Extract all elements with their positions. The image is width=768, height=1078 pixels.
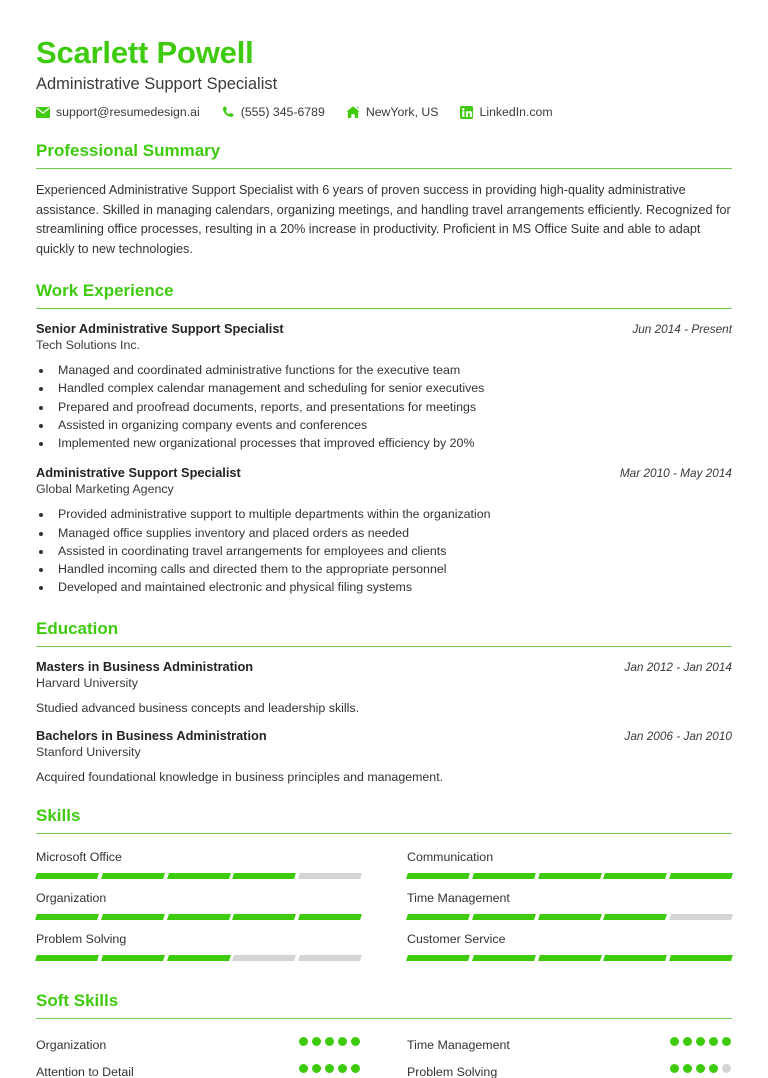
summary-text: Experienced Administrative Support Specialist with 6 years of proven success in providing high-quality administrative assistance. Skilled in managing calendars, organizing meetings, and handling travel arrangements efficiently. Recognized for streamlining office processes, resulting in a 20% increase in productivity. Proficient in MS Office Suite and able to adapt quickly to new technologies. xyxy=(36,183,731,256)
work-entry-list xyxy=(36,321,732,596)
soft-skill-rating xyxy=(670,1037,732,1046)
work-entry-header xyxy=(36,321,732,336)
work-entry xyxy=(36,465,732,596)
education-degree: Masters in Business Administration xyxy=(36,658,254,674)
work-bullet-list xyxy=(53,361,732,452)
soft-skill-dot xyxy=(299,1064,308,1073)
skills-grid xyxy=(36,846,732,969)
education-date-range: Jan 2006 - Jan 2010 xyxy=(624,728,732,743)
skill-bar-segment xyxy=(603,873,667,879)
soft-skill-dot xyxy=(683,1064,692,1073)
soft-skill-label: Problem Solving xyxy=(407,1064,498,1078)
work-bullet: • Assisted in organizing company events and conferences xyxy=(53,416,732,434)
soft-skill-dot xyxy=(683,1037,692,1046)
soft-skill-item xyxy=(36,1031,361,1058)
soft-skill-dot xyxy=(312,1064,321,1073)
education-description: Studied advanced business concepts and leadership skills. xyxy=(36,700,360,715)
skill-bar-segment xyxy=(35,955,99,961)
skill-bar-segment xyxy=(603,914,667,920)
education-school: Harvard University xyxy=(36,675,138,690)
soft-skill-dot xyxy=(722,1064,731,1073)
skill-label: Customer Service xyxy=(407,931,506,946)
work-role: Administrative Support Specialist xyxy=(36,465,241,481)
work-entry-header xyxy=(36,465,732,480)
soft-skill-dot xyxy=(351,1064,360,1073)
contact-text: LinkedIn.com xyxy=(479,105,553,120)
soft-skill-item xyxy=(407,1058,732,1078)
soft-skill-item xyxy=(36,1058,361,1078)
contact-item-envelope[interactable] xyxy=(36,105,200,119)
education-school: Stanford University xyxy=(36,744,141,759)
skill-bar-segment xyxy=(232,955,296,961)
contact-item-phone[interactable] xyxy=(221,105,325,119)
work-date-range: Jun 2014 - Present xyxy=(632,322,732,337)
skill-item xyxy=(407,846,732,887)
work-bullet: • Prepared and proofread documents, reports, and presentations for meetings xyxy=(53,398,732,416)
soft-skill-dot xyxy=(696,1064,705,1073)
skill-label: Organization xyxy=(36,890,107,905)
skill-item xyxy=(407,928,732,969)
soft-skill-dot xyxy=(299,1037,308,1046)
section-work-experience xyxy=(36,281,732,596)
soft-skill-dot xyxy=(709,1064,718,1073)
education-description: Acquired foundational knowledge in business principles and management. xyxy=(36,769,444,784)
skill-bar-segment xyxy=(472,955,536,961)
soft-skill-rating xyxy=(670,1064,732,1073)
education-date-range: Jan 2012 - Jan 2014 xyxy=(624,659,732,674)
candidate-name: Scarlett Powell xyxy=(36,35,254,70)
skill-bar-segment xyxy=(298,914,362,920)
skill-level-bar xyxy=(36,873,361,879)
skill-bar-segment xyxy=(669,914,733,920)
skill-level-bar xyxy=(407,914,732,920)
soft-skill-rating xyxy=(299,1037,361,1046)
education-entry xyxy=(36,728,732,784)
skill-level-bar xyxy=(407,873,732,879)
section-professional-summary xyxy=(36,141,732,259)
skill-label: Communication xyxy=(407,849,494,864)
linkedin-icon xyxy=(460,105,474,119)
education-entry-list xyxy=(36,659,732,784)
section-skills xyxy=(36,806,732,969)
section-heading: Skills xyxy=(36,805,81,825)
skill-bar-segment xyxy=(669,955,733,961)
contact-item-home[interactable] xyxy=(346,105,439,119)
work-bullet: • Implemented new organizational processes that improved efficiency by 20% xyxy=(53,434,732,452)
soft-skill-rating xyxy=(299,1064,361,1073)
section-divider xyxy=(36,646,732,647)
skill-bar-segment xyxy=(298,955,362,961)
skill-bar-segment xyxy=(406,955,470,961)
work-entry xyxy=(36,321,732,452)
skill-bar-segment xyxy=(406,873,470,879)
contact-text: NewYork, US xyxy=(365,105,439,120)
soft-skill-dot xyxy=(325,1037,334,1046)
skill-bar-segment xyxy=(538,873,602,879)
soft-skill-dot xyxy=(325,1064,334,1073)
contact-text: (555) 345-6789 xyxy=(240,105,325,120)
skill-bar-segment xyxy=(538,914,602,920)
skill-label: Time Management xyxy=(407,890,510,905)
skill-bar-segment xyxy=(167,955,231,961)
work-bullet: • Managed and coordinated administrative functions for the executive team xyxy=(53,361,732,379)
education-entry-header xyxy=(36,728,732,743)
skill-bar-segment xyxy=(35,873,99,879)
section-education xyxy=(36,619,732,784)
section-heading: Professional Summary xyxy=(36,141,221,161)
section-heading: Soft Skills xyxy=(36,990,119,1010)
work-company: Tech Solutions Inc. xyxy=(36,338,141,353)
work-bullet-list xyxy=(53,505,732,596)
work-date-range: Mar 2010 - May 2014 xyxy=(619,466,732,481)
envelope-icon xyxy=(36,105,50,119)
skill-bar-segment xyxy=(472,914,536,920)
candidate-job-title: Administrative Support Specialist xyxy=(36,75,278,94)
resume-header xyxy=(36,36,732,119)
skill-label: Microsoft Office xyxy=(36,849,122,864)
work-bullet: • Handled complex calendar management and scheduling for senior executives xyxy=(53,379,732,397)
skill-bar-segment xyxy=(167,914,231,920)
work-role: Senior Administrative Support Specialist xyxy=(36,321,284,337)
section-divider xyxy=(36,308,732,309)
section-divider xyxy=(36,1018,732,1019)
skill-bar-segment xyxy=(298,873,362,879)
skill-bar-segment xyxy=(538,955,602,961)
skill-bar-segment xyxy=(232,914,296,920)
skill-bar-segment xyxy=(167,873,231,879)
skill-level-bar xyxy=(407,955,732,961)
skill-bar-segment xyxy=(101,873,165,879)
work-bullet: • Handled incoming calls and directed them to the appropriate personnel xyxy=(53,560,732,578)
soft-skill-dot xyxy=(696,1037,705,1046)
skill-bar-segment xyxy=(35,914,99,920)
soft-skill-dot xyxy=(312,1037,321,1046)
contact-text: support@resumedesign.ai xyxy=(56,105,200,120)
soft-skill-dot xyxy=(338,1064,347,1073)
skill-level-bar xyxy=(36,914,361,920)
skill-bar-segment xyxy=(101,955,165,961)
work-bullet: • Developed and maintained electronic and physical filing systems xyxy=(53,578,732,596)
work-bullet: • Assisted in coordinating travel arrangements for employees and clients xyxy=(53,542,732,560)
section-heading: Education xyxy=(36,618,119,638)
soft-skill-label: Attention to Detail xyxy=(36,1064,134,1078)
education-degree: Bachelors in Business Administration xyxy=(36,727,267,743)
skill-bar-segment xyxy=(101,914,165,920)
soft-skill-dot xyxy=(351,1037,360,1046)
soft-skill-dot xyxy=(709,1037,718,1046)
skill-item xyxy=(407,887,732,928)
soft-skill-dot xyxy=(722,1037,731,1046)
phone-icon xyxy=(221,105,235,119)
skill-bar-segment xyxy=(232,873,296,879)
soft-skill-item xyxy=(407,1031,732,1058)
work-bullet: • Provided administrative support to multiple departments within the organization xyxy=(53,505,732,523)
skill-bar-segment xyxy=(669,873,733,879)
home-icon xyxy=(346,105,360,119)
skill-level-bar xyxy=(36,955,361,961)
skill-bar-segment xyxy=(603,955,667,961)
skill-bar-segment xyxy=(472,873,536,879)
soft-skill-dot xyxy=(670,1064,679,1073)
contact-item-linkedin[interactable] xyxy=(460,105,553,119)
soft-skill-label: Time Management xyxy=(407,1037,510,1052)
skill-item xyxy=(36,928,361,969)
soft-skills-grid xyxy=(36,1031,732,1078)
section-soft-skills xyxy=(36,991,732,1078)
section-heading: Work Experience xyxy=(36,281,174,301)
skill-item xyxy=(36,887,361,928)
soft-skill-dot xyxy=(670,1037,679,1046)
section-divider xyxy=(36,833,732,834)
soft-skill-dot xyxy=(338,1037,347,1046)
contact-row xyxy=(36,105,732,119)
skill-bar-segment xyxy=(406,914,470,920)
work-company: Global Marketing Agency xyxy=(36,482,174,497)
education-entry xyxy=(36,659,732,715)
section-divider xyxy=(36,168,732,169)
soft-skill-label: Organization xyxy=(36,1037,107,1052)
education-entry-header xyxy=(36,659,732,674)
work-bullet: • Managed office supplies inventory and placed orders as needed xyxy=(53,524,732,542)
skill-label: Problem Solving xyxy=(36,931,127,946)
skill-item xyxy=(36,846,361,887)
